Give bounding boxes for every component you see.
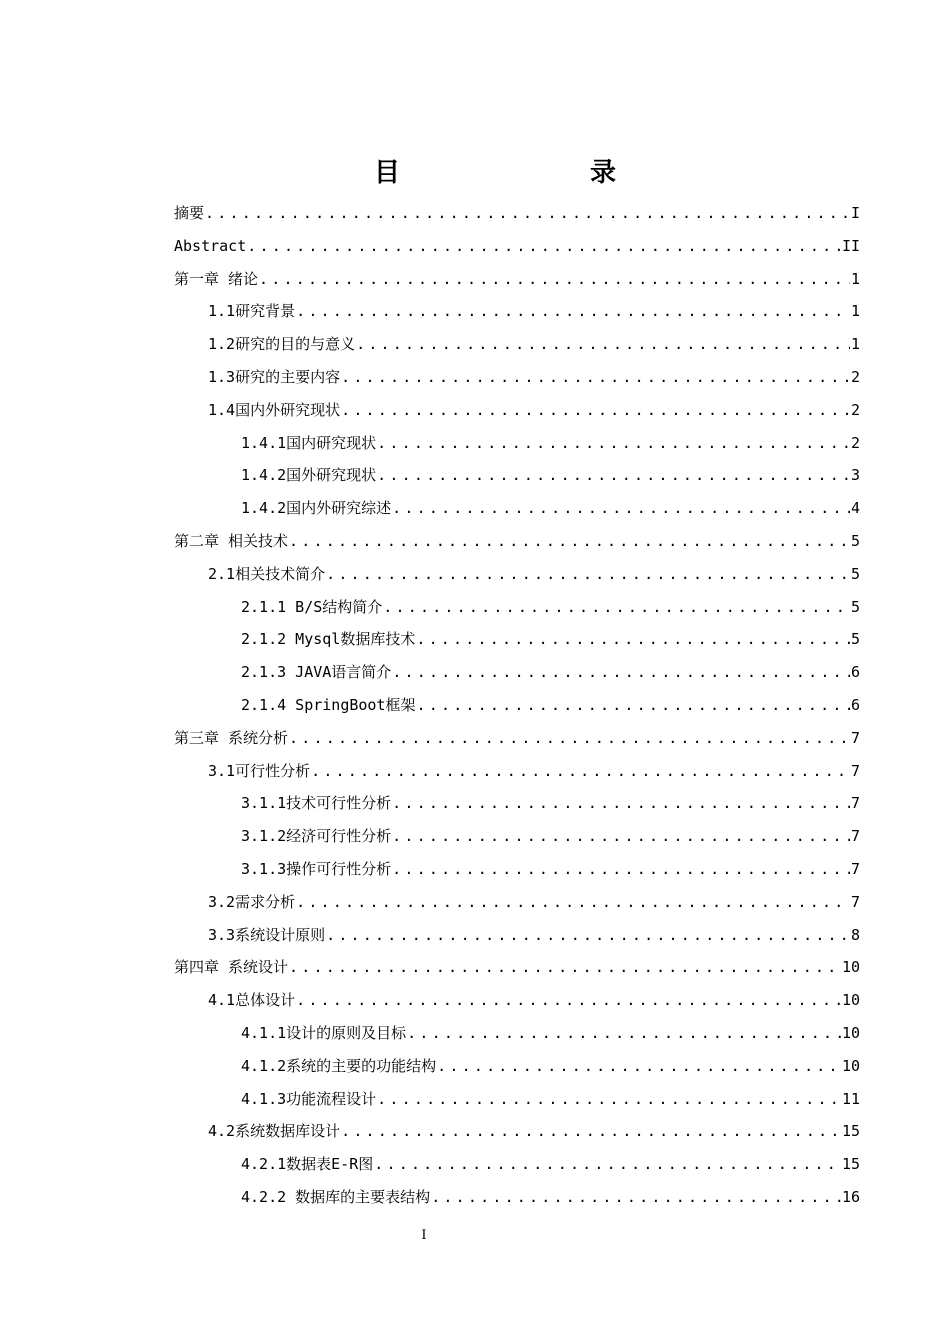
toc-entry-title: 摘要 bbox=[174, 204, 205, 222]
toc-entry[interactable] bbox=[174, 394, 860, 427]
toc-entry-title: 2.1.4 SpringBoot框架 bbox=[241, 695, 416, 714]
toc-entry[interactable] bbox=[174, 525, 860, 558]
toc-entry[interactable] bbox=[174, 951, 860, 984]
toc-entry-title: 2.1相关技术简介 bbox=[208, 564, 326, 583]
page-number: I bbox=[421, 1228, 427, 1243]
toc-entry[interactable] bbox=[174, 558, 860, 591]
toc-entry[interactable] bbox=[174, 820, 860, 853]
toc-entry[interactable] bbox=[174, 361, 860, 394]
toc-entry-title: 1.4.1国内研究现状 bbox=[241, 433, 377, 452]
toc-entry-page: 11 bbox=[841, 1089, 860, 1108]
dot-leader bbox=[296, 886, 850, 919]
toc-entry-title: 1.4.2国内外研究综述 bbox=[241, 499, 392, 518]
dot-leader bbox=[205, 197, 850, 230]
toc-entry[interactable] bbox=[174, 492, 860, 525]
toc-entry-title: 3.1.3操作可行性分析 bbox=[241, 859, 392, 878]
toc-entry-title: 4.2.2 数据库的主要表结构 bbox=[241, 1187, 431, 1206]
toc-entry-title: 1.4.2国外研究现状 bbox=[241, 466, 377, 485]
toc-entry-title: 3.1.2经济可行性分析 bbox=[241, 827, 392, 846]
toc-entry[interactable] bbox=[174, 689, 860, 722]
dot-leader bbox=[437, 1050, 841, 1083]
dot-leader bbox=[383, 591, 850, 624]
toc-entry-page: 1 bbox=[850, 302, 860, 321]
dot-leader bbox=[259, 263, 850, 296]
toc-entry-page: 3 bbox=[850, 466, 860, 485]
dot-leader bbox=[407, 1017, 841, 1050]
toc-entry-title: 1.1研究背景 bbox=[208, 302, 296, 321]
toc-entry-title: 3.2需求分析 bbox=[208, 892, 296, 911]
toc-entry[interactable] bbox=[174, 722, 860, 755]
dot-leader bbox=[392, 492, 850, 525]
toc-entry-page: 10 bbox=[841, 1056, 860, 1075]
dot-leader bbox=[374, 1148, 841, 1181]
toc-entry-title: 2.1.1 B/S结构简介 bbox=[241, 597, 383, 616]
dot-leader bbox=[341, 361, 850, 394]
toc-entry-page: 2 bbox=[850, 367, 860, 386]
toc-entry-page: 15 bbox=[841, 1122, 860, 1141]
toc-entry[interactable] bbox=[174, 1083, 860, 1116]
dot-leader bbox=[377, 427, 850, 460]
toc-entry-page: 2 bbox=[850, 433, 860, 452]
toc-entry[interactable] bbox=[174, 1181, 860, 1214]
dot-leader bbox=[296, 984, 841, 1017]
toc-entry[interactable] bbox=[174, 591, 860, 624]
toc-entry[interactable] bbox=[174, 886, 860, 919]
toc-entry-page: 10 bbox=[841, 958, 860, 977]
toc-entry-title: 3.3系统设计原则 bbox=[208, 925, 326, 944]
toc-entry-page: 1 bbox=[850, 335, 860, 354]
toc-entry-page: 4 bbox=[850, 499, 860, 518]
toc-entry-title: 2.1.3 JAVA语言简介 bbox=[241, 663, 392, 682]
dot-leader bbox=[356, 328, 850, 361]
toc-entry[interactable] bbox=[174, 623, 860, 656]
toc-entry-page: I bbox=[850, 204, 860, 222]
dot-leader bbox=[392, 853, 850, 886]
toc-entry[interactable] bbox=[174, 1050, 860, 1083]
toc-entry-page: 7 bbox=[850, 859, 860, 878]
dot-leader bbox=[377, 1083, 841, 1116]
toc-entry-page: 10 bbox=[841, 1023, 860, 1042]
toc-entry[interactable] bbox=[174, 328, 860, 361]
toc-entry[interactable] bbox=[174, 787, 860, 820]
dot-leader bbox=[431, 1181, 841, 1214]
toc-entry[interactable] bbox=[174, 1148, 860, 1181]
toc-entry-title: 4.1.3功能流程设计 bbox=[241, 1089, 377, 1108]
toc-entry-page: II bbox=[841, 236, 860, 255]
toc-entry-page: 2 bbox=[850, 400, 860, 419]
toc-entry-title: 第三章 系统分析 bbox=[174, 728, 289, 747]
dot-leader bbox=[392, 820, 850, 853]
dot-leader bbox=[416, 623, 850, 656]
toc-entry-title: 1.4国内外研究现状 bbox=[208, 400, 341, 419]
toc-entry[interactable] bbox=[174, 263, 860, 296]
toc-entry[interactable] bbox=[174, 427, 860, 460]
toc-entry-page: 8 bbox=[850, 925, 860, 944]
toc-entry[interactable] bbox=[174, 230, 860, 263]
toc-entry[interactable] bbox=[174, 1115, 860, 1148]
toc-entry-page: 5 bbox=[850, 630, 860, 649]
dot-leader bbox=[326, 558, 850, 591]
toc-entry-title: Abstract bbox=[174, 236, 247, 255]
toc-entry-page: 7 bbox=[850, 827, 860, 846]
toc-entry-page: 5 bbox=[850, 531, 860, 550]
toc-entry-page: 10 bbox=[841, 991, 860, 1010]
toc-entry-title: 4.1.1设计的原则及目标 bbox=[241, 1023, 407, 1042]
toc-entry-title: 第一章 绪论 bbox=[174, 269, 259, 288]
dot-leader bbox=[341, 394, 850, 427]
toc-entry-title: 第四章 系统设计 bbox=[174, 958, 289, 977]
dot-leader bbox=[341, 1115, 841, 1148]
toc-entry-title: 4.1.2系统的主要的功能结构 bbox=[241, 1056, 437, 1075]
toc-entry-page: 7 bbox=[850, 761, 860, 780]
toc-entry-title: 3.1.1技术可行性分析 bbox=[241, 794, 392, 813]
toc-entry-title: 4.2.1数据表E-R图 bbox=[241, 1155, 374, 1174]
dot-leader bbox=[326, 919, 850, 952]
dot-leader bbox=[311, 755, 850, 788]
dot-leader bbox=[289, 951, 841, 984]
toc-entry-page: 5 bbox=[850, 597, 860, 616]
toc-entry[interactable] bbox=[174, 984, 860, 1017]
toc-entry-page: 6 bbox=[850, 695, 860, 714]
toc-entry-page: 5 bbox=[850, 564, 860, 583]
table-of-contents bbox=[174, 197, 860, 1214]
dot-leader bbox=[289, 722, 850, 755]
dot-leader bbox=[296, 295, 850, 328]
toc-entry-title: 1.3研究的主要内容 bbox=[208, 367, 341, 386]
toc-entry-page: 7 bbox=[850, 728, 860, 747]
toc-entry[interactable] bbox=[174, 755, 860, 788]
toc-entry-page: 16 bbox=[841, 1187, 860, 1206]
toc-entry-title: 2.1.2 Mysql数据库技术 bbox=[241, 630, 416, 649]
toc-entry[interactable] bbox=[174, 197, 860, 230]
dot-leader bbox=[289, 525, 850, 558]
dot-leader bbox=[392, 656, 850, 689]
toc-entry[interactable] bbox=[174, 853, 860, 886]
toc-entry-title: 4.1总体设计 bbox=[208, 991, 296, 1010]
toc-entry-title: 4.2系统数据库设计 bbox=[208, 1122, 341, 1141]
dot-leader bbox=[377, 459, 850, 492]
toc-entry[interactable] bbox=[174, 656, 860, 689]
toc-entry-title: 第二章 相关技术 bbox=[174, 531, 289, 550]
toc-entry-title: 3.1可行性分析 bbox=[208, 761, 311, 780]
toc-entry-title: 1.2研究的目的与意义 bbox=[208, 335, 356, 354]
toc-entry[interactable] bbox=[174, 459, 860, 492]
dot-leader bbox=[247, 230, 841, 263]
toc-entry-page: 7 bbox=[850, 892, 860, 911]
toc-entry[interactable] bbox=[174, 1017, 860, 1050]
toc-entry-page: 7 bbox=[850, 794, 860, 813]
toc-entry-page: 1 bbox=[850, 269, 860, 288]
toc-entry[interactable] bbox=[174, 295, 860, 328]
toc-entry-page: 15 bbox=[841, 1155, 860, 1174]
dot-leader bbox=[392, 787, 850, 820]
toc-entry[interactable] bbox=[174, 919, 860, 952]
toc-title: 目 录 bbox=[373, 158, 662, 188]
toc-entry-page: 6 bbox=[850, 663, 860, 682]
dot-leader bbox=[417, 689, 850, 722]
